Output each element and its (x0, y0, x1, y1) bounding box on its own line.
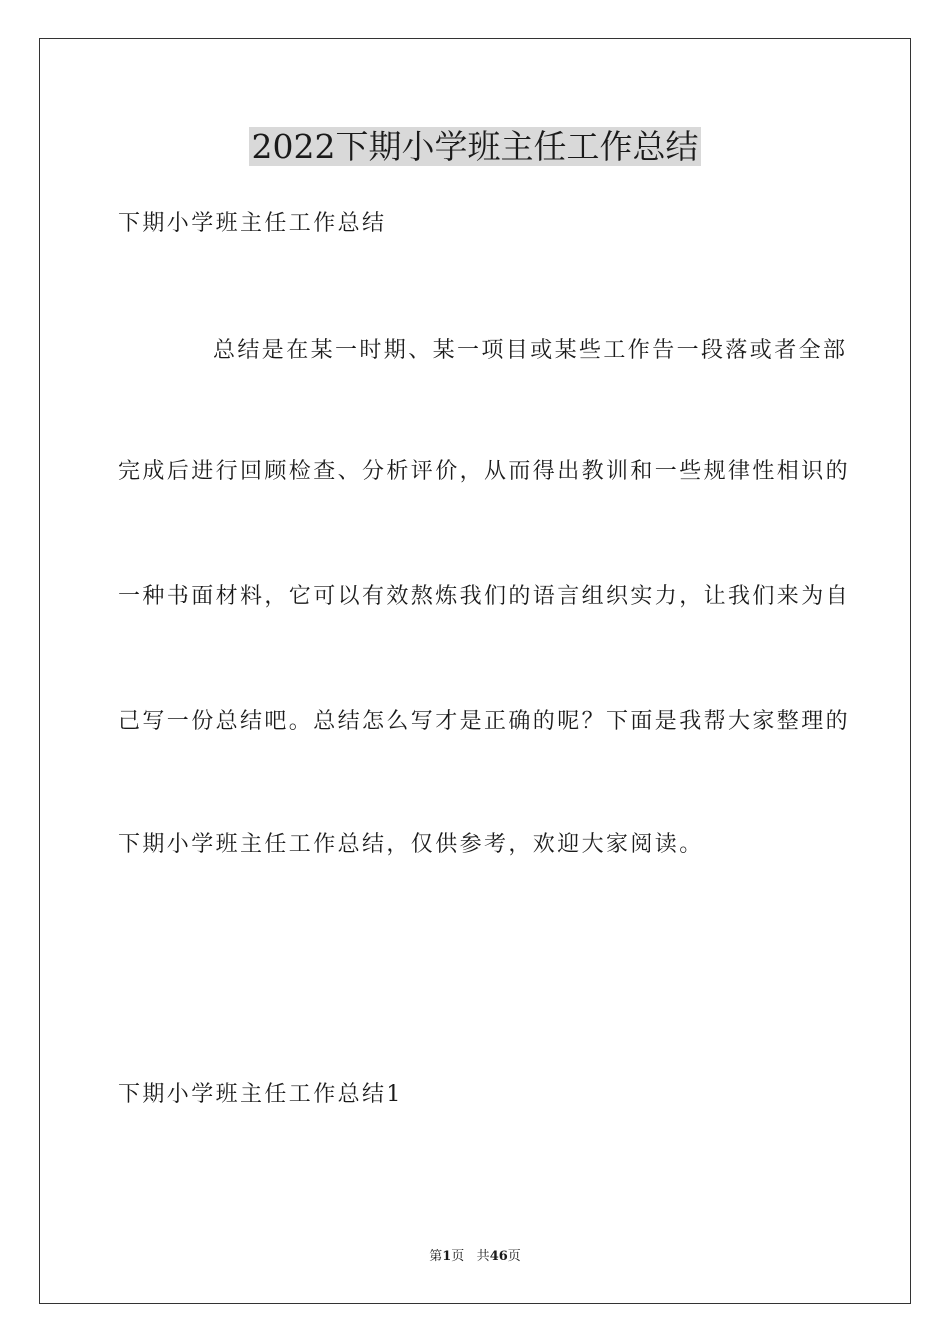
paragraph-line-2: 完成后进行回顾检查、分析评价，从而得出教训和一些规律性相识的 (118, 459, 851, 484)
page-footer (0, 1247, 950, 1267)
paragraph-line-4: 己写一份总结吧。总结怎么写才是正确的呢？下面是我帮大家整理的 (118, 709, 851, 734)
footer-total-suffix: 页 (507, 1249, 521, 1264)
document-title (0, 122, 950, 172)
footer-page-prefix: 第 (429, 1249, 443, 1264)
paragraph-line-3: 一种书面材料，它可以有效熬炼我们的语言组织实力，让我们来为自 (118, 584, 851, 609)
paragraph-line-5: 下期小学班主任工作总结，仅供参考，欢迎大家阅读。 (118, 832, 704, 857)
footer-total-prefix: 共 (476, 1249, 490, 1264)
document-title-text: 2022下期小学班主任工作总结 (249, 127, 702, 166)
document-subtitle: 下期小学班主任工作总结 (118, 211, 387, 236)
footer-page-word: 页 (451, 1249, 465, 1264)
section-heading: 下期小学班主任工作总结1 (118, 1082, 403, 1107)
footer-total-pages: 46 (489, 1249, 508, 1264)
footer-current-page: 1 (442, 1249, 452, 1264)
paragraph-line-1: 总结是在某一时期、某一项目或某些工作告一段落或者全部 (213, 338, 848, 363)
